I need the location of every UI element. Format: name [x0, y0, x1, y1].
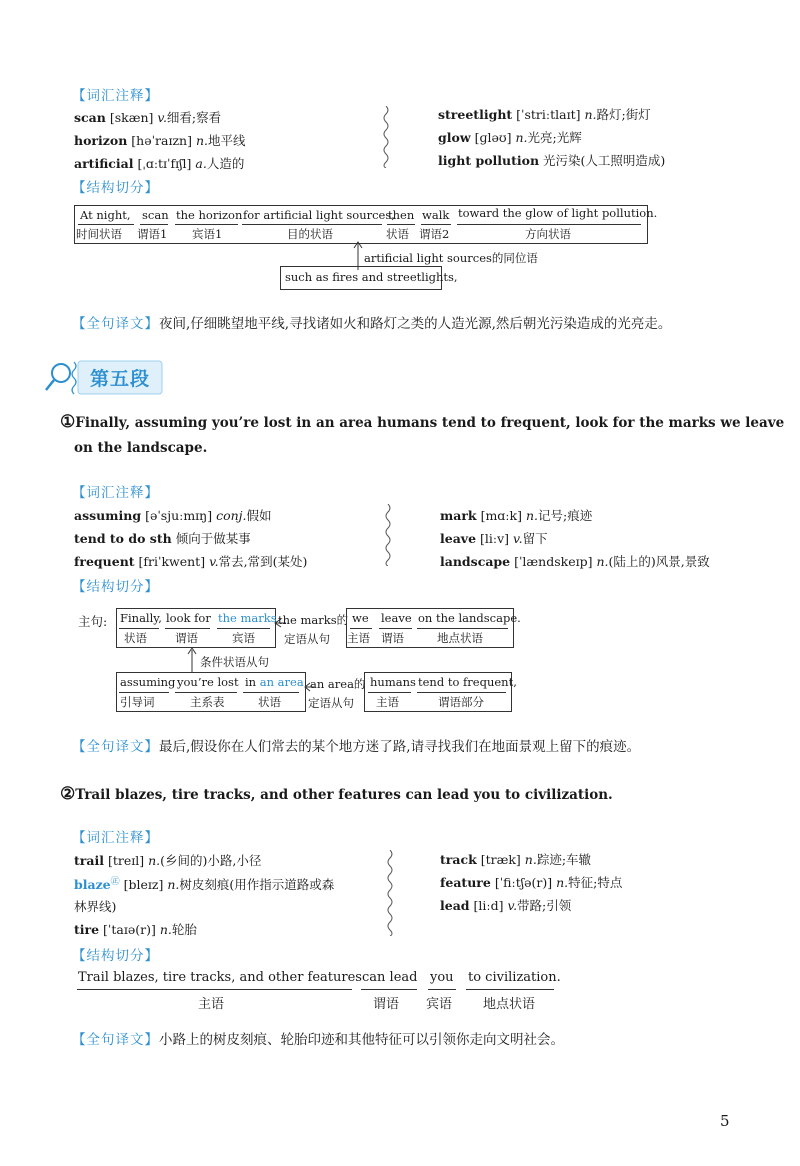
diagram-word: leave: [381, 611, 412, 625]
sentence-cont: on the landscape.: [74, 440, 208, 456]
role-label: 谓语: [373, 997, 400, 1012]
vocab-entry: streetlight [ˈstriːtlaɪt] n.路灯;街灯: [438, 107, 651, 122]
vocab-entry: artificial [ˌɑːtɪˈfɪʃl] a.人造的: [74, 156, 245, 171]
role-label: 宾语: [426, 997, 453, 1012]
vocab-entry-cont: 林界线): [74, 899, 117, 914]
translation: 【全句译文】小路上的树皮刻痕、轮胎印迹和其他特征可以引领你走向文明社会。: [72, 1032, 564, 1048]
role-label: 状语: [386, 227, 409, 241]
vocab-entry: scan [skæn] v.细看;察看: [74, 110, 222, 125]
role-label: 状语: [124, 631, 147, 645]
role-label: 方向状语: [525, 227, 571, 241]
translation: 【全句译文】最后,假设你在人们常去的某个地方迷了路,请寻找我们在地面景观上留下的痕迹。: [72, 739, 641, 755]
role-label: 主语: [347, 631, 370, 645]
structure-label: 【结构切分】: [72, 180, 159, 196]
diagram-word: Trail blazes, tire tracks, and other features: [78, 970, 362, 985]
vocab-label: 【词汇注释】: [72, 88, 159, 104]
page-number: 5: [720, 1112, 730, 1130]
section-title: 第五段: [90, 368, 151, 390]
diagram-word: Finally,: [120, 611, 162, 625]
wavy-divider: [383, 504, 393, 566]
role-label: 目的状语: [287, 227, 333, 241]
diagram-word: toward the glow of light pollution.: [458, 206, 658, 220]
diagram-word: the marks: [218, 611, 277, 625]
vocab-label: 【词汇注释】: [72, 830, 159, 846]
up-arrow-icon: [186, 646, 198, 672]
diagram-word: tend to frequent,: [418, 675, 517, 689]
role-label: 主语: [376, 695, 399, 709]
vocab-entry: feature [ˈfiːtʃə(r)] n.特征;特点: [440, 875, 623, 890]
role-label: 引导词: [120, 695, 155, 709]
role-label: 定语从句: [284, 632, 330, 646]
structure-label: 【结构切分】: [72, 579, 159, 595]
diagram-word: can lead: [362, 970, 418, 985]
role-label: 主语: [198, 997, 225, 1012]
diagram-word: you: [430, 970, 454, 985]
role-label: 状语: [258, 695, 281, 709]
main-clause-label: 主句:: [78, 614, 108, 629]
diagram-word: to civilization.: [468, 970, 561, 985]
vocab-entry: tire [ˈtaɪə(r)] n.轮胎: [74, 922, 197, 937]
diagram-word: At night,: [80, 208, 131, 222]
wavy-divider: [381, 106, 391, 168]
wavy-divider: [385, 850, 395, 936]
role-label: 谓语: [175, 631, 198, 645]
sentence: ①Finally, assuming you’re lost in an area humans tend to frequent, look for the marks we leave: [60, 412, 785, 432]
vocab-entry: light pollution 光污染(人工照明造成): [438, 153, 666, 168]
vocab-label: 【词汇注释】: [72, 485, 159, 501]
vocab-entry: track [træk] n.踪迹;车辙: [440, 852, 592, 867]
relative-link: the marks的: [278, 613, 349, 627]
diagram-word: on the landscape.: [418, 611, 521, 625]
role-label: 地点状语: [437, 631, 483, 645]
diagram-word: in an area: [245, 675, 304, 689]
vocab-entry: frequent [friˈkwent] v.常去,常到(某处): [74, 554, 308, 569]
role-label: 谓语1: [137, 227, 168, 241]
role-label: 地点状语: [483, 997, 536, 1012]
structure-label: 【结构切分】: [72, 948, 159, 964]
vocab-entry: leave [liːv] v.留下: [440, 531, 548, 546]
diagram-word: then: [388, 208, 415, 222]
role-label: 谓语2: [419, 227, 450, 241]
appositive-text: such as fires and streetlights,: [285, 270, 458, 284]
diagram-word: the horizon: [176, 208, 243, 222]
diagram-word: humans: [370, 675, 416, 689]
role-label: 宾语1: [192, 227, 223, 241]
role-label: 定语从句: [308, 696, 354, 710]
relative-link: an area的: [310, 677, 366, 691]
condition-label: 条件状语从句: [200, 655, 269, 669]
vocab-entry: trail [treɪl] n.(乡间的)小路,小径: [74, 853, 262, 868]
sentence: ②Trail blazes, tire tracks, and other features can lead you to civilization.: [60, 784, 613, 804]
diagram-word: you’re lost: [177, 675, 239, 689]
translation: 【全句译文】夜间,仔细眺望地平线,寻找诸如火和路灯之类的人造光源,然后朝光污染造成的光亮走。: [72, 316, 672, 332]
section-header: [44, 358, 164, 398]
diagram-word: for artificial light sources,: [243, 208, 395, 222]
role-label: 时间状语: [76, 227, 122, 241]
role-label: 宾语: [232, 631, 255, 645]
diagram-word: assuming: [120, 675, 176, 689]
vocab-entry: assuming [əˈsjuːmɪŋ] conj.假如: [74, 508, 272, 523]
diagram-word: scan: [142, 208, 169, 222]
vocab-entry: horizon [həˈraɪzn] n.地平线: [74, 133, 246, 148]
appositive-label: artificial light sources的同位语: [364, 251, 538, 265]
vocab-entry: tend to do sth 倾向于做某事: [74, 531, 251, 546]
vocab-entry: landscape [ˈlændskeɪp] n.(陆上的)风景,景致: [440, 554, 710, 569]
vocab-entry: glow [ɡləʊ] n.光亮;光辉: [438, 130, 582, 145]
vocab-entry: lead [liːd] v.带路;引领: [440, 898, 572, 913]
role-label: 谓语: [381, 631, 404, 645]
vocab-entry: mark [mɑːk] n.记号;痕迹: [440, 508, 593, 523]
role-label: 主系表: [190, 695, 225, 709]
role-label: 谓语部分: [438, 695, 484, 709]
diagram-word: we: [352, 611, 369, 625]
vocab-entry: blaze㊣ [bleɪz] n.树皮刻痕(用作指示道路或森: [74, 877, 335, 893]
diagram-word: look for: [166, 611, 211, 625]
diagram-word: walk: [422, 208, 450, 222]
